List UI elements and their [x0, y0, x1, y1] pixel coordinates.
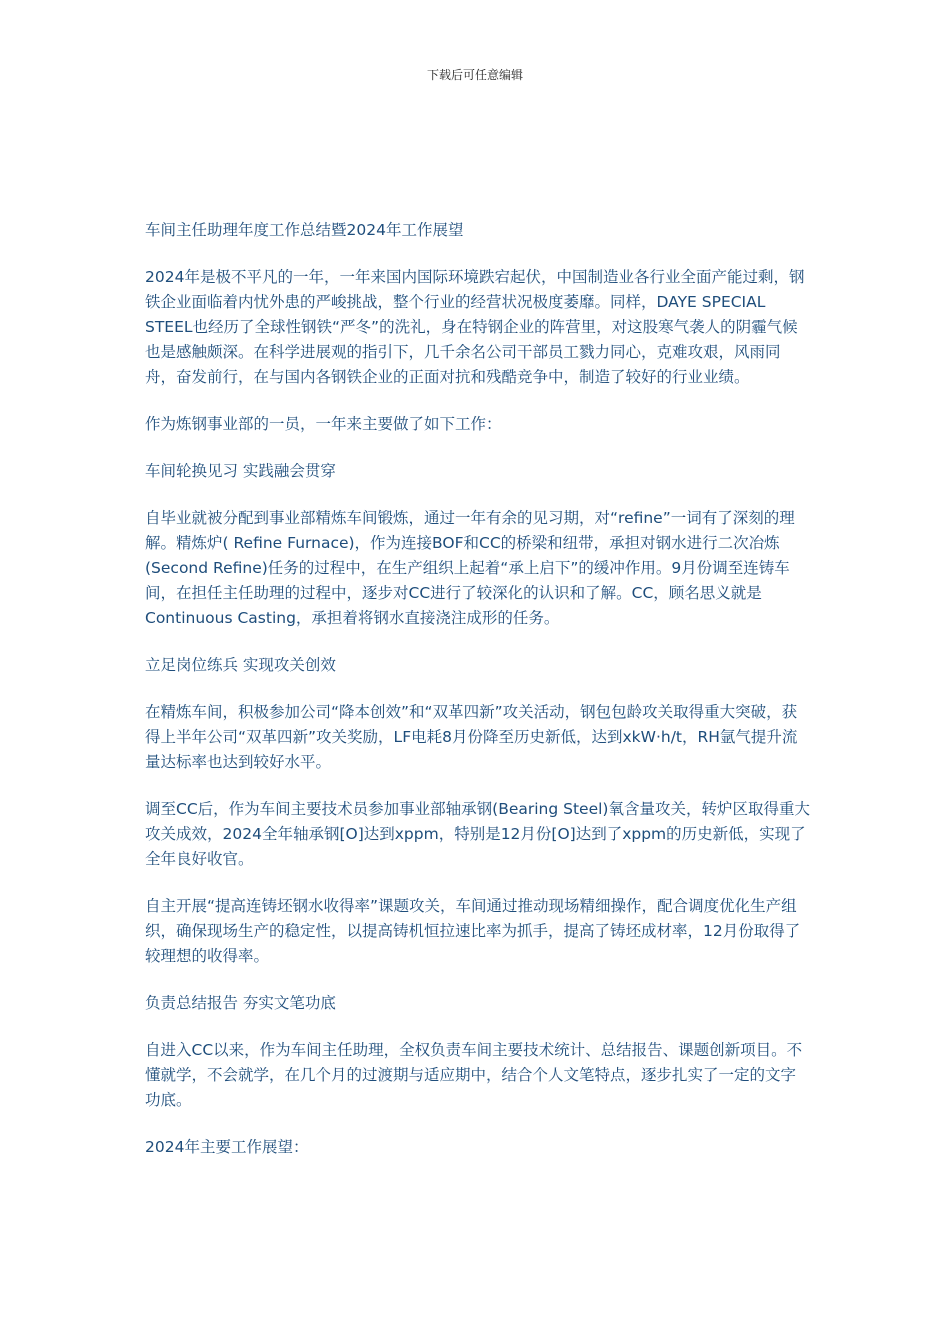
header-note: 下载后可任意编辑 [426, 68, 523, 82]
paragraph-work-summary-lead: 作为炼钢事业部的一员，一年来主要做了如下工作： [145, 415, 502, 433]
paragraph-reports: 自进入CC以来，作为车间主任助理，全权负责车间主要技术统计、总结报告、课题创新项目。不懂就学，不会就学，在几个月的过渡期与适应期中，结合个人文笔特点，逐步扎实了一定的文字功底。 [145, 1041, 803, 1109]
paragraph-intro: 2024年是极不平凡的一年，一年来国内国际环境跌宕起伏，中国制造业各行业全面产能过剩，钢铁企业面临着内忧外患的严峻挑战，整个行业的经营状况极度萎靡。同样，DAYE SPECIAL STEEL也经历了全球性钢铁“严冬”的洗礼，身在特钢企业的阵营里，对这股寒气袭人的阴霾气候也是感触颇深。在科学进展观的指引下，几千余名公司干部员工戮力同心，克难攻艰，风雨同舟，奋发前行，在与国内各钢铁企业的正面对抗和残酷竞争中，制造了较好的行业业绩。 [145, 268, 805, 386]
section-heading-rotation: 车间轮换见习 实践融会贯穿 [145, 462, 336, 480]
paragraph-refining-achievements: 在精炼车间，积极参加公司“降本创效”和“双革四新”攻关活动，钢包包龄攻关取得重大突破，获得上半年公司“双革四新”攻关奖励，LF电耗8月份降至历史新低，达到xkW·h/t，RH氩气提升流量达标率也达到较好水平。 [145, 703, 798, 771]
section-heading-reports: 负责总结报告 夯实文笔功底 [145, 994, 336, 1012]
paragraph-bearing-steel: 调至CC后，作为车间主要技术员参加事业部轴承钢(Bearing Steel)氧含量攻关，转炉区取得重大攻关成效，2024全年轴承钢[O]达到xppm，特别是12月份[O]达到了xppm的历史新低，实现了全年良好收官。 [145, 800, 810, 868]
paragraph-casting-yield: 自主开展“提高连铸坯钢水收得率”课题攻关，车间通过推动现场精细操作，配合调度优化生产组织，确保现场生产的稳定性，以提高铸机恒拉速比率为抓手，提高了铸坯成材率，12月份取得了较理想的收得率。 [145, 897, 801, 965]
paragraph-rotation: 自毕业就被分配到事业部精炼车间锻炼，通过一年有余的见习期，对“refine”一词有了深刻的理解。精炼炉( Refine Furnace)，作为连接BOF和CC的桥梁和纽带，承担对钢水进行二次冶炼(Second Refine)任务的过程中，在生产组织上起着“承上启下”的缓冲作用。9月份调至连铸车间，在担任主任助理的过程中，逐步对CC进行了较深化的认识和了解。CC，顾名思义就是Continuous Casting，承担着将钢水直接浇注成形的任务。 [145, 509, 795, 627]
section-heading-outlook: 2024年主要工作展望： [145, 1138, 309, 1156]
document-title: 车间主任助理年度工作总结暨2024年工作展望 [145, 221, 464, 239]
section-heading-training: 立足岗位练兵 实现攻关创效 [145, 656, 336, 674]
document-body [145, 218, 810, 1182]
